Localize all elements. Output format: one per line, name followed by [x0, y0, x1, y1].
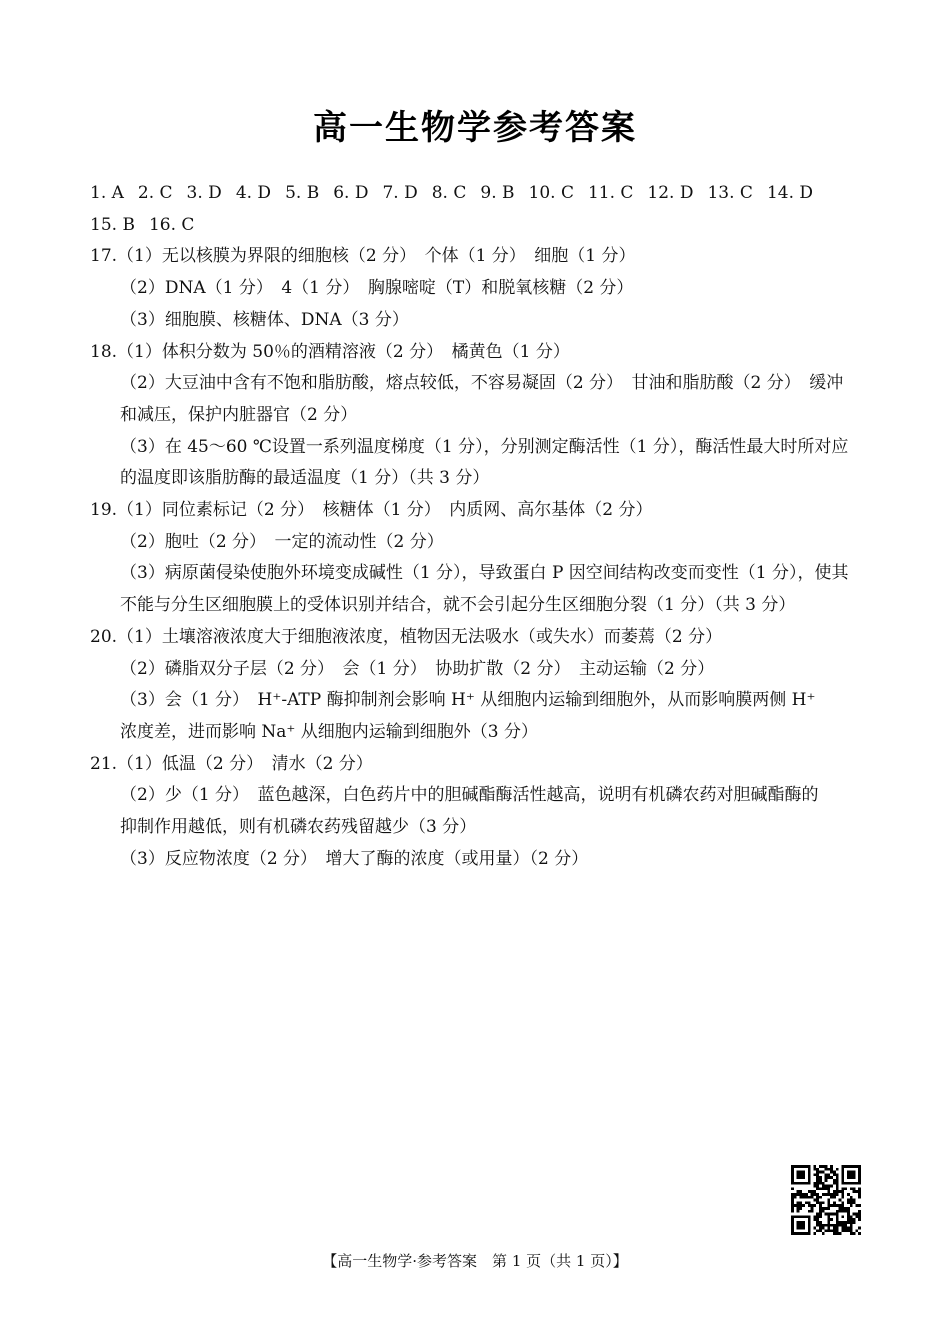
answer-line: （2）大豆油中含有不饱和脂肪酸，熔点较低，不容易凝固（2 分） 甘油和脂肪酸（2 分） 缓冲: [120, 373, 844, 394]
mc-answer: 10. C: [528, 183, 574, 203]
answer-line: 不能与分生区细胞膜上的受体识别并结合，就不会引起分生区细胞分裂（1 分）（共 3 分）: [120, 595, 796, 616]
answer-line: （3）细胞膜、核糖体、DNA（3 分）: [120, 309, 409, 330]
answer-content: [90, 178, 870, 875]
answer-line: （3）病原菌侵染使胞外环境变成碱性（1 分），导致蛋白 P 因空间结构改变而变性（1 分），使其: [120, 563, 849, 584]
mc-answer: 3. D: [186, 183, 222, 203]
answer-line: 和减压，保护内脏器官（2 分）: [120, 404, 358, 425]
answer-line: 抑制作用越低，则有机磷农药残留越少（3 分）: [120, 817, 477, 838]
mc-answers-row-1: [90, 178, 870, 210]
mc-answer: 9. B: [480, 183, 515, 203]
mc-answers-row-2: [90, 210, 870, 242]
mc-answer: 1. A: [90, 183, 124, 203]
answer-line: 20.（1）土壤溶液浓度大于细胞液浓度，植物因无法吸水（或失水）而萎蔫（2 分）: [90, 626, 723, 647]
mc-answer: 2. C: [137, 183, 173, 203]
answer-line: （3）会（1 分） H⁺-ATP 酶抑制剂会影响 H⁺ 从细胞内运输到细胞外，从而影响膜两侧 H⁺: [120, 690, 816, 711]
mc-answer: 15. B: [90, 214, 135, 235]
mc-answer: 16. C: [148, 214, 195, 235]
answer-line: （3）在 45～60 ℃设置一系列温度梯度（1 分），分别测定酶活性（1 分），酶活性最大时所对应: [120, 436, 849, 457]
mc-answer: 8. C: [431, 183, 467, 203]
answer-line: 18.（1）体积分数为 50％的酒精溶液（2 分） 橘黄色（1 分）: [90, 341, 570, 362]
answer-line: （2）胞吐（2 分） 一定的流动性（2 分）: [120, 531, 444, 552]
qr-code-icon: [791, 1165, 861, 1235]
answer-line: （3）反应物浓度（2 分） 增大了酶的浓度（或用量）（2 分）: [120, 848, 589, 869]
answer-line: （2）磷脂双分子层（2 分） 会（1 分） 协助扩散（2 分） 主动运输（2 分）: [120, 658, 715, 679]
answer-line: 17.（1）无以核膜为界限的细胞核（2 分） 个体（1 分） 细胞（1 分）: [90, 246, 636, 267]
answer-line: （2）DNA（1 分） 4（1 分） 胸腺嘧啶（T）和脱氧核糖（2 分）: [120, 278, 634, 299]
page-title: 高一生物学参考答案: [313, 108, 637, 148]
mc-answer: 14. D: [766, 183, 814, 203]
mc-answer: 4. D: [235, 183, 272, 203]
mc-answer: 12. D: [647, 183, 694, 203]
mc-answer: 5. B: [285, 183, 320, 203]
mc-answer: 13. C: [707, 183, 753, 203]
answer-line: 的温度即该脂肪酶的最适温度（1 分）（共 3 分）: [120, 468, 490, 489]
answer-lines: [90, 241, 870, 875]
answer-line: 21.（1）低温（2 分） 清水（2 分）: [90, 753, 373, 774]
answer-line: （2）少（1 分） 蓝色越深，白色药片中的胆碱酯酶活性越高，说明有机磷农药对胆碱酯酶的: [120, 785, 819, 806]
answer-line: 浓度差，进而影响 Na⁺ 从细胞内运输到细胞外（3 分）: [120, 721, 539, 742]
mc-answer: 6. D: [333, 183, 369, 203]
page-footer: 【高一生物学·参考答案 第 1 页（共 1 页）】: [322, 1252, 628, 1270]
answer-line: 19.（1）同位素标记（2 分） 核糖体（1 分） 内质网、高尔基体（2 分）: [90, 500, 653, 521]
mc-answer: 11. C: [587, 183, 634, 203]
mc-answer: 7. D: [382, 183, 418, 203]
